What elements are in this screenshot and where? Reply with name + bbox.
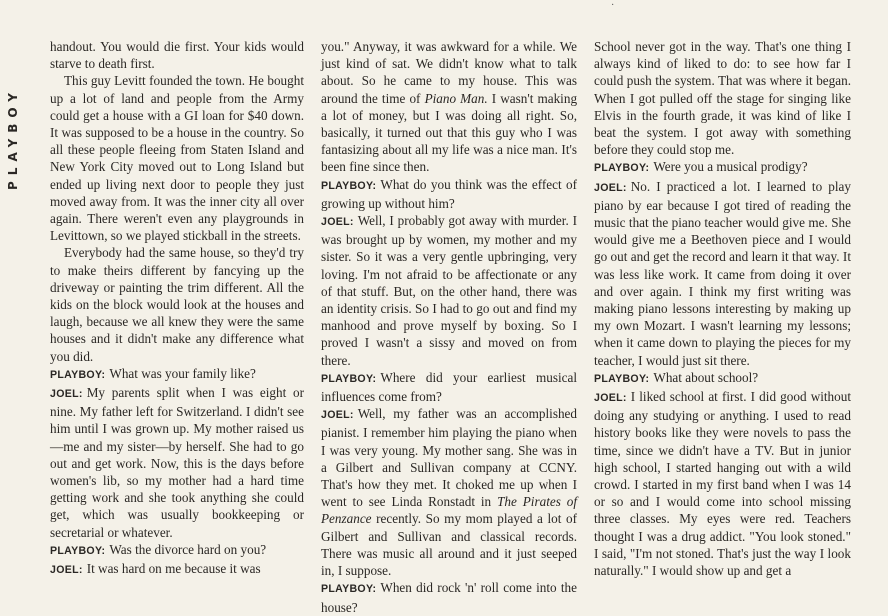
paragraph-text: My parents split when I was eight or nine. My father left for Switzerland. I didn't see him until I was grown up. My mother raised us—me and my sister—by herself. She had to go out and get work. Now, this is the days before women's lib, so my mother had a hard time getting work and she took anything she could get, which was usually bookkeeping or secretarial or whatever. xyxy=(50,385,304,540)
paragraph xyxy=(594,38,851,158)
paragraph-text: What was your family like? xyxy=(109,365,256,381)
paragraph-text: handout. You would die first. Your kids would starve to death first. xyxy=(50,39,304,72)
speaker-label: JOEL: xyxy=(594,392,627,405)
paragraph-text: you." Anyway, it was awkward for a while. We just kind of sat. We didn't know what to talk about. So he came to my house. This was around the time of xyxy=(321,39,577,106)
speaker-label: PLAYBOY: xyxy=(50,368,106,381)
italic-title: Piano Man. xyxy=(424,90,488,106)
speaker-label: JOEL: xyxy=(594,181,627,194)
speaker-label: PLAYBOY: xyxy=(321,179,377,192)
paragraph xyxy=(321,369,577,405)
paragraph-text: Everybody had the same house, so they'd try to make theirs different by fancying up the driveway or painting the trim different. All the kids on the block would look at the houses and laugh, because we all knew they were the same houses and it didn't make any difference what you did. xyxy=(50,245,304,364)
paragraph xyxy=(594,158,851,177)
italic-title: The Pirates of Penzance xyxy=(321,494,578,527)
speaker-label: PLAYBOY: xyxy=(594,372,650,385)
paragraph xyxy=(50,384,304,541)
paragraph-text: I liked school at first. I did good without doing any studying or anything. I used to read history books like they were novels to pass the time, since we didn't have a TV. But in junior high school, I started hanging out with a wild crowd. I started in my first band when I was 14 or so and I would come into school missing three classes. My eyes were red. Teachers thought I was a drug addict. "You look stoned." I said, "I'm not stoned. That's just the way I look naturally." I would show up and get a xyxy=(594,389,851,579)
paragraph xyxy=(50,244,304,364)
paragraph-text: Well, I probably got away with murder. I was brought up by women, my mother and my sister. So it was a very gentle upbringing, very loving. I'm not afraid to be affectionate or any of that stuff. But, on the other hand, there was an identity crisis. So I had to go out and find my manhood and prove myself by boxing. So I proved I wasn't a sissy and moved on from there. xyxy=(321,213,577,368)
paragraph-text-cont: I wasn't making a lot of money, but I was doing all right. So, basically, it turned out that this guy who I was fantasizing about all my life was a nice man. It's been fine since then. xyxy=(321,90,578,175)
paragraph xyxy=(50,38,304,72)
speaker-label: PLAYBOY: xyxy=(594,162,650,175)
paragraph xyxy=(321,405,577,579)
paragraph xyxy=(321,212,577,369)
paragraph-text: Were you a musical prodigy? xyxy=(653,159,808,175)
side-label xyxy=(6,40,22,190)
paragraph-text: When did rock 'n' roll come into the house? xyxy=(321,580,577,615)
paragraph-text: Was the divorce hard on you? xyxy=(109,541,267,557)
paragraph-text: Well, my father was an accomplished pianist. I remember him playing the piano when I was very young. My mother sang. She was in a Gilbert and Sullivan company at CCNY. That's how they met. It choked me up when I went to see Linda Ronstadt in xyxy=(321,406,577,510)
speaker-label: PLAYBOY: xyxy=(321,583,377,596)
speaker-label: JOEL: xyxy=(50,564,83,577)
paragraph xyxy=(594,369,851,388)
paragraph xyxy=(50,365,304,384)
paragraph-text: What about school? xyxy=(653,369,759,385)
speaker-label: JOEL: xyxy=(321,409,354,422)
paragraph xyxy=(321,176,577,212)
text-column-1 xyxy=(50,38,304,605)
speaker-label: JOEL: xyxy=(50,388,83,401)
paragraph-text: School never got in the way. That's one thing I always kind of liked to do: to see how far I could push the system. That was where it began. When I got pulled off the stage for singing like Elvis in the fourth grade, it was kind of like I beat the system. I got away with something before they could stop me. xyxy=(594,39,851,158)
side-label-text: PLAYBOY xyxy=(6,87,20,190)
paragraph xyxy=(594,388,851,579)
text-column-3 xyxy=(594,38,851,605)
paragraph xyxy=(50,560,304,579)
speaker-label: JOEL: xyxy=(321,216,354,229)
paragraph-text: This guy Levitt founded the town. He bought up a lot of land and people from the Army could get a house with a GI loan for $40 down. It was supposed to be a house in the country. So all these people fleeing from Staten Island and New York City moved out to Long Island but ended up living next door to people they just moved away from. It was the inner city all over again. There weren't even any playgrounds in Levittown, so we played stickball in the streets. xyxy=(50,73,304,244)
speaker-label: PLAYBOY: xyxy=(321,372,377,385)
paragraph xyxy=(594,178,851,369)
paragraph-text: What do you think was the effect of growing up without him? xyxy=(321,176,577,211)
speaker-label: PLAYBOY: xyxy=(50,544,106,557)
paragraph-text: Where did your earliest musical influences come from? xyxy=(321,369,577,405)
paragraph xyxy=(50,541,304,560)
text-column-2 xyxy=(321,38,578,615)
paragraph xyxy=(321,579,577,615)
paragraph-text-cont: recently. So my mom played a lot of Gilbert and Sullivan and classical records. There was music all around and it just seeped in, I suppose. xyxy=(321,511,577,579)
paragraph-text: It was hard on me because it was xyxy=(86,561,261,577)
page-mark: · xyxy=(611,0,615,11)
paragraph xyxy=(50,72,304,244)
paragraph-text: No. I practiced a lot. I learned to play piano by ear because I got tired of reading the music that the piano teacher would give me. She would give me a Beethoven piece and I would go out and get the record and learn it that way. It was less like work. It came from doing it over and over again. I think my first writing was making piano lessons interesting by making up my own Mozart. I wasn't learning my lessons; when it came down to playing the pieces for my teacher, I would just sit there. xyxy=(594,178,851,368)
paragraph xyxy=(321,38,577,176)
